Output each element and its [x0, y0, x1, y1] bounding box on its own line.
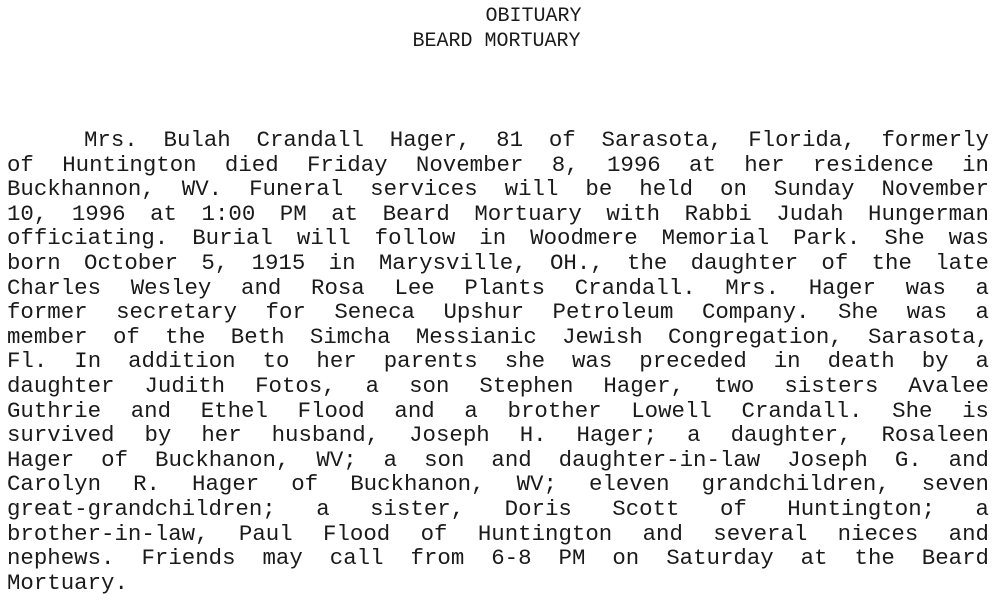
body-line: officiating. Burial will follow in Woodmere Memorial Park. She was — [7, 225, 989, 252]
body-line: Charles Wesley and Rosa Lee Plants Crandall. Mrs. Hager was a — [7, 274, 989, 301]
body-line: Guthrie and Ethel Flood and a brother Lowell Crandall. She is — [7, 397, 989, 424]
body-line: 10, 1996 at 1:00 PM at Beard Mortuary with Rabbi Judah Hungerman — [7, 200, 989, 227]
body-line: survived by her husband, Joseph H. Hager; a daughter, Rosaleen — [7, 422, 989, 449]
body-line: great-grandchildren; a sister, Doris Scott of Huntington; a — [7, 495, 989, 522]
body-line: of Huntington died Friday November 8, 1996 at her residence in — [7, 151, 989, 178]
body-line: brother-in-law, Paul Flood of Huntington and several nieces and — [7, 520, 989, 547]
body-line: former secretary for Seneca Upshur Petroleum Company. She was a — [7, 299, 989, 326]
body-line: Buckhannon, WV. Funeral services will be held on Sunday November — [7, 176, 989, 203]
document-title: OBITUARY — [485, 5, 582, 28]
body-line: Mrs. Bulah Crandall Hager, 81 of Sarasota, Florida, formerly — [84, 127, 989, 153]
body-line: daughter Judith Fotos, a son Stephen Hager, two sisters Avalee — [7, 372, 989, 399]
body-line: Mortuary. — [7, 569, 128, 596]
body-line: Hager of Buckhanon, WV; a son and daughter-in-law Joseph G. and — [7, 446, 989, 473]
body-line: Fl. In addition to her parents she was preceded in death by a — [7, 348, 989, 375]
obituary-body — [7, 128, 989, 595]
body-line: born October 5, 1915 in Marysville, OH., the daughter of the late — [7, 249, 989, 276]
document-subtitle: BEARD MORTUARY — [412, 30, 581, 53]
body-line: Carolyn R. Hager of Buckhanon, WV; eleven grandchildren, seven — [7, 471, 989, 498]
body-line: member of the Beth Simcha Messianic Jewish Congregation, Sarasota, — [7, 323, 989, 350]
body-line: nephews. Friends may call from 6-8 PM on Saturday at the Beard — [7, 545, 989, 572]
